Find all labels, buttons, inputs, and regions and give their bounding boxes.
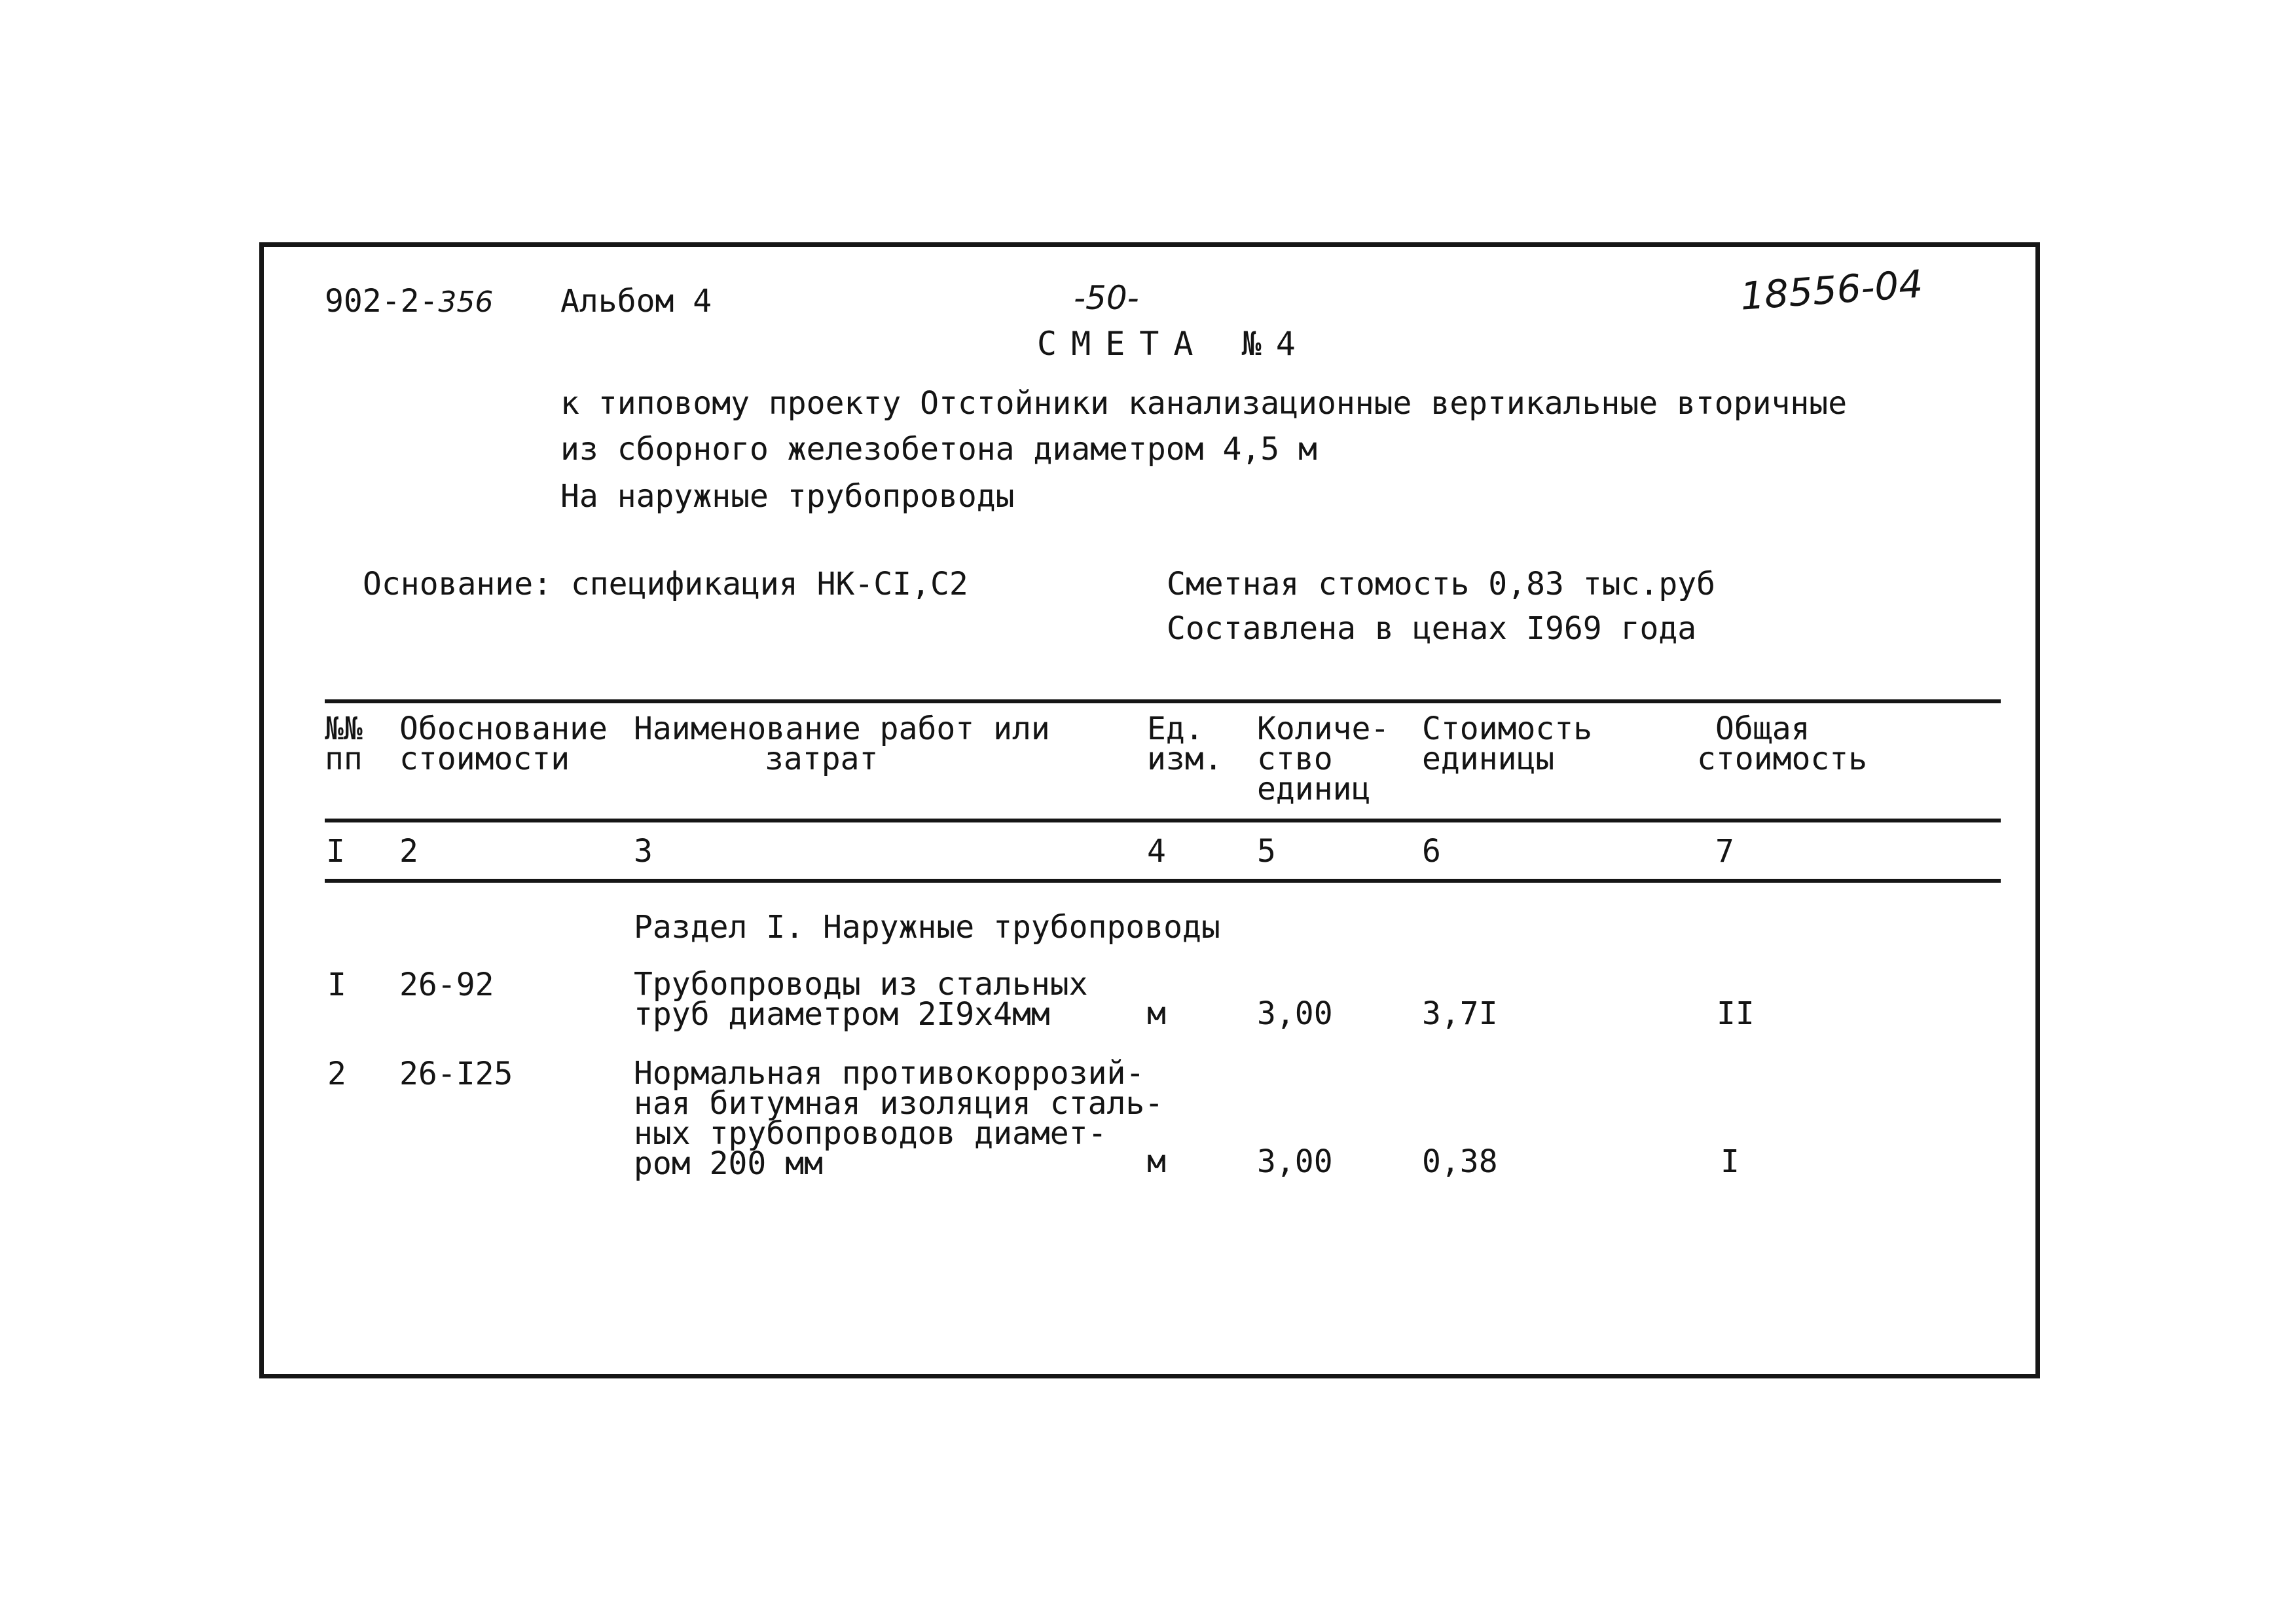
column-number-6: 6 bbox=[1422, 833, 1441, 870]
table-numbers-rule bbox=[325, 879, 2001, 883]
header-unit-cost: Стоимость единицы bbox=[1422, 710, 1593, 777]
subtitle-line-3: На наружные трубопроводы bbox=[560, 478, 1015, 515]
document-code bbox=[325, 283, 494, 320]
column-number-7: 7 bbox=[1715, 833, 1734, 870]
header-number: №№ пп bbox=[325, 710, 363, 777]
column-number-1: I bbox=[326, 833, 345, 870]
table-top-rule bbox=[325, 699, 2001, 703]
price-base: Составлена в ценах I969 года bbox=[1167, 610, 1697, 647]
subtitle-line-2: из сборного железобетона диаметром 4,5 м bbox=[560, 431, 1317, 468]
row-1-name: Трубопроводы из стальных труб диаметром 2I9x4мм bbox=[634, 966, 1088, 1033]
row-2-unit-cost: 0,38 bbox=[1422, 1143, 1498, 1180]
row-1-total: II bbox=[1717, 995, 1755, 1032]
document-title: СМЕТА №4 bbox=[1037, 325, 1310, 363]
row-2-basis: 26-I25 bbox=[399, 1056, 513, 1092]
row-1-unit: м bbox=[1147, 995, 1166, 1032]
column-number-5: 5 bbox=[1257, 833, 1276, 870]
header-work-name: Наименование работ или затрат bbox=[634, 710, 1050, 777]
row-2-quantity: 3,00 bbox=[1257, 1143, 1333, 1180]
row-2-name: Нормальная противокоррозий- ная битумная изоляция сталь- ных трубопроводов диамет- ром 200 мм bbox=[634, 1055, 1164, 1182]
row-2-total: I bbox=[1721, 1143, 1740, 1180]
document-code-prefix: 902-2- bbox=[325, 283, 439, 320]
section-title: Раздел I. Наружные трубопроводы bbox=[634, 909, 1220, 946]
column-number-4: 4 bbox=[1147, 833, 1166, 870]
column-number-2: 2 bbox=[399, 833, 418, 870]
basis-line: Основание: спецификация НК-CI,C2 bbox=[363, 566, 968, 602]
table-header-rule bbox=[325, 819, 2001, 822]
header-total-cost: Общая стоимость bbox=[1697, 710, 1868, 777]
header-basis: Обоснование стоимости bbox=[399, 710, 608, 777]
archive-number: 18556-04 bbox=[1738, 261, 1925, 319]
album-label: Альбом 4 bbox=[560, 283, 712, 320]
header-unit: Ед. изм. bbox=[1147, 710, 1223, 777]
row-2-number: 2 bbox=[327, 1056, 346, 1092]
document-code-handwritten: 356 bbox=[438, 286, 494, 319]
subtitle-line-1: к типовому проекту Отстойники канализационные вертикальные вторичные bbox=[560, 385, 1848, 422]
header-quantity: Количе- ство единиц bbox=[1257, 710, 1390, 807]
row-1-unit-cost: 3,7I bbox=[1422, 995, 1498, 1032]
column-number-3: 3 bbox=[634, 833, 653, 870]
row-2-unit: м bbox=[1147, 1143, 1166, 1180]
row-1-basis: 26-92 bbox=[399, 967, 494, 1003]
page-number: -50- bbox=[1074, 279, 1139, 317]
row-1-number: I bbox=[327, 967, 346, 1003]
estimated-cost: Сметная стомость 0,83 тыс.руб bbox=[1167, 566, 1716, 602]
row-1-quantity: 3,00 bbox=[1257, 995, 1333, 1032]
